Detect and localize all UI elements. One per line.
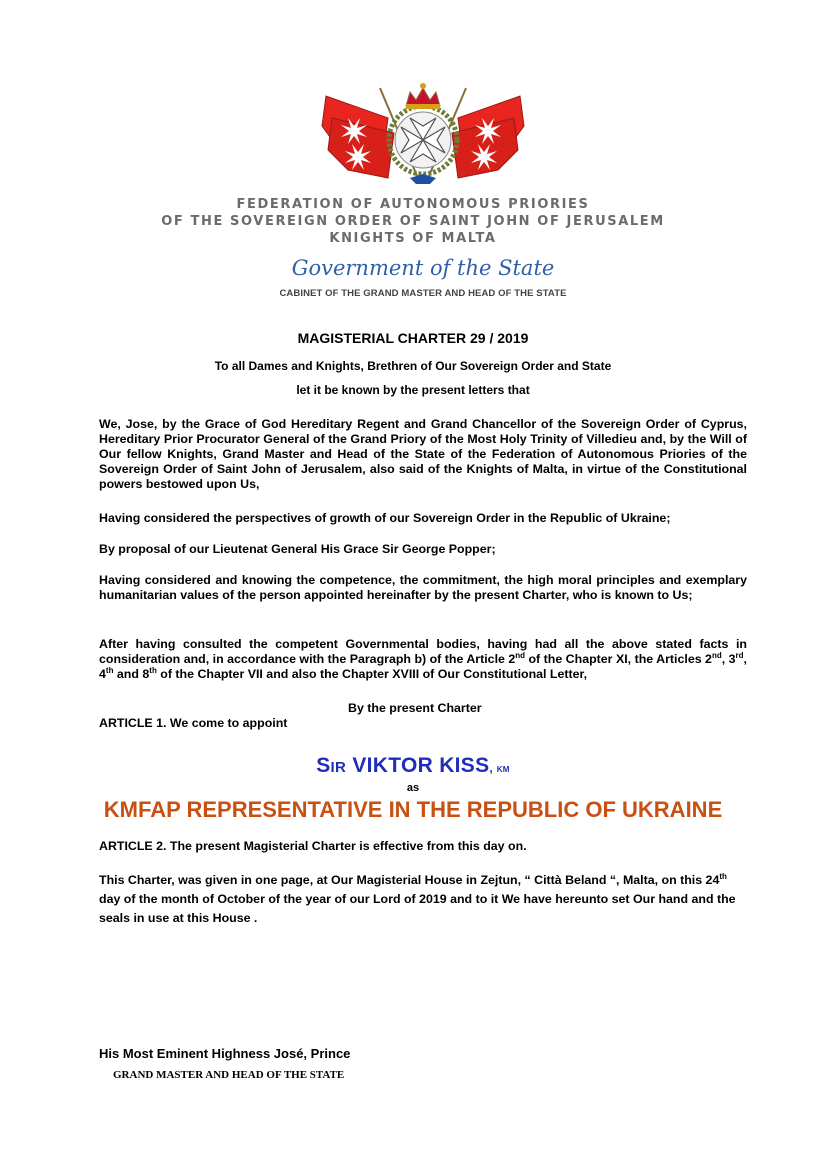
- charter-title: MAGISTERIAL CHARTER 29 / 2019: [297, 330, 529, 346]
- consultation-paragraph: After having consulted the competent Governmental bodies, having had all the above stated facts in consideration and, in accordance with the Paragraph b) of the Article 2nd of the Chapter XI, the Articles 2nd, 3rd, 4th and 8th of the Chapter VII and also the Chapter XVIII of Our Constitutional Letter,: [99, 637, 747, 681]
- government-script-heading: Government of the State: [291, 256, 555, 280]
- article-1: ARTICLE 1. We come to appoint: [99, 716, 288, 730]
- appointee-name: Sir VIKTOR KISS, km: [316, 754, 510, 777]
- org-name-line-1: FEDERATION OF AUTONOMOUS PRIORIES: [236, 197, 590, 212]
- org-name-line-3: KNIGHTS OF MALTA: [329, 231, 497, 246]
- considered-growth-paragraph: Having considered the perspectives of growth of our Sovereign Order in the Republic of Ukraine;: [99, 511, 671, 525]
- article-2: ARTICLE 2. The present Magisterial Charter is effective from this day on.: [99, 839, 527, 853]
- appointed-role: KMFAP REPRESENTATIVE IN THE REPUBLIC OF UKRAINE: [103, 797, 723, 822]
- signatory-title: GRAND MASTER AND HEAD OF THE STATE: [113, 1069, 345, 1081]
- signatory-name: His Most Eminent Highness José, Prince: [99, 1046, 351, 1061]
- org-name-line-2: OF THE SOVEREIGN ORDER OF SAINT JOHN OF JERUSALEM: [161, 214, 665, 229]
- by-present-charter: By the present Charter: [348, 701, 482, 715]
- cabinet-subheading: CABINET OF THE GRAND MASTER AND HEAD OF THE STATE: [279, 288, 567, 299]
- closing-paragraph: This Charter, was given in one page, at Our Magisterial House in Zejtun, “ Città Beland “, Malta, on this 24th day of the month of October of the year of our Lord of 2019 and to it We have hereunto set Our hand and the seals in use at this House .: [99, 871, 736, 925]
- coat-of-arms-emblem: [318, 78, 528, 188]
- as-connector: as: [406, 782, 420, 794]
- address-line-1: To all Dames and Knights, Brethren of Our Sovereign Order and State: [214, 359, 612, 373]
- address-line-2: let it be known by the present letters that: [296, 383, 530, 397]
- competence-paragraph: Having considered and knowing the competence, the commitment, the high moral principles and exemplary humanitarian values of the person appointed hereinafter by the present Charter, who is known to Us;: [99, 573, 747, 602]
- preamble-paragraph: We, Jose, by the Grace of God Hereditary Regent and Grand Chancellor of the Sovereign Order of Cyprus, Hereditary Prior Procurator General of the Grand Priory of the Most Holy Trinity of Villedieu and, by the Will of Our fellow Knights, Grand Master and Head of the State of the Federation of Autonomous Priories of the Sovereign Order of Saint John of Jerusalem, also said of the Knights of Malta, in virtue of the Constitutional powers bestowed upon Us,: [99, 417, 747, 491]
- proposal-paragraph: By proposal of our Lieutenat General His Grace Sir George Popper;: [99, 542, 496, 556]
